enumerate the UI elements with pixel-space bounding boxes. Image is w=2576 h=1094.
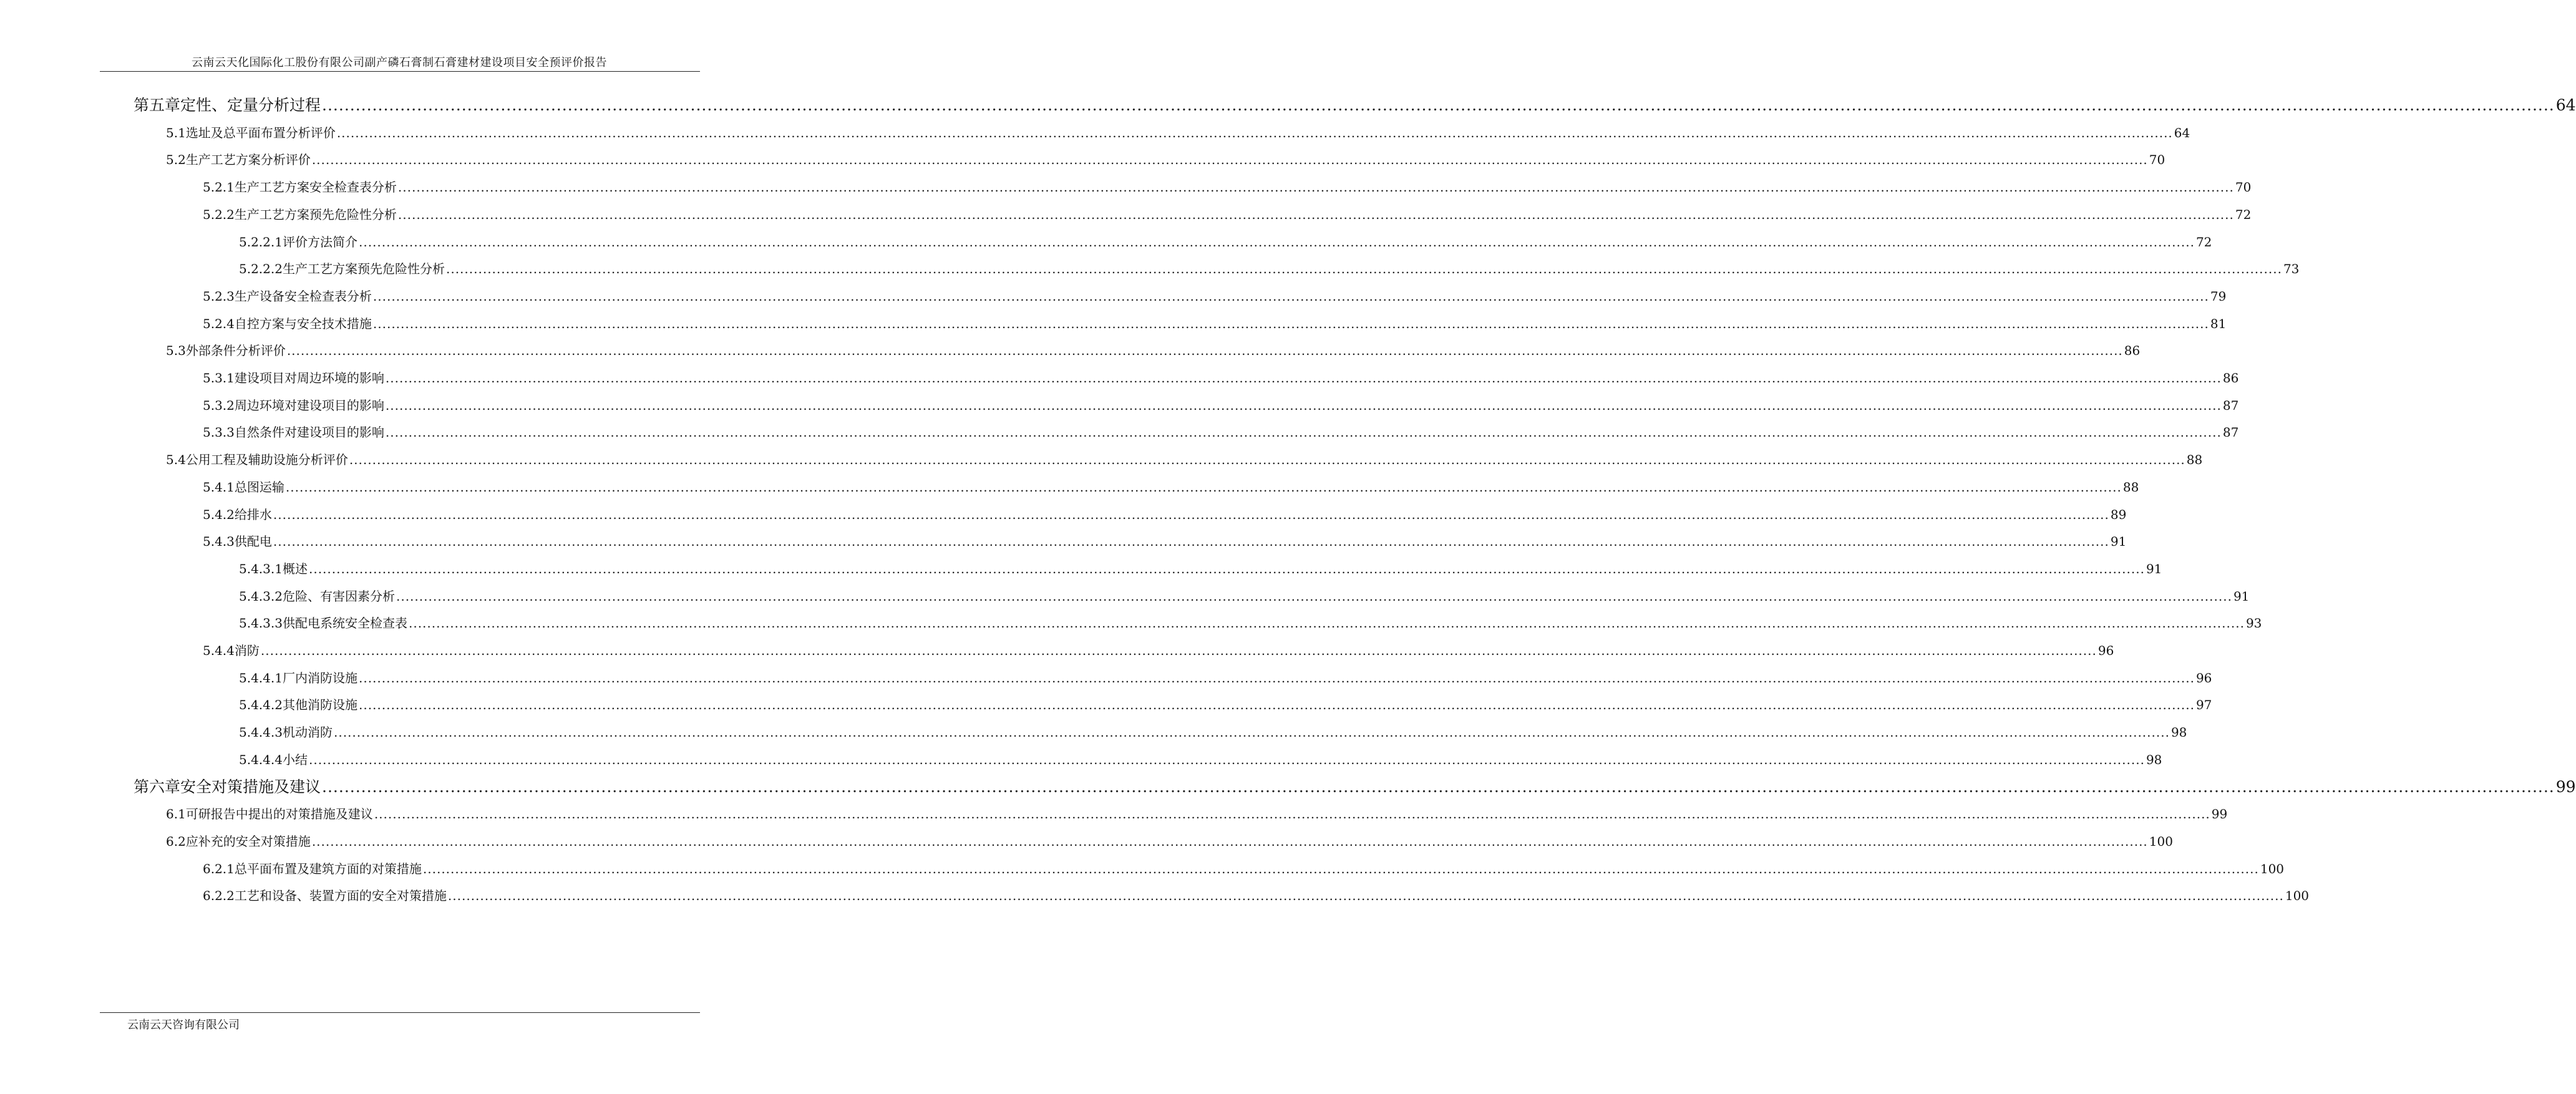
- toc-entry-number: 5.1: [166, 125, 186, 140]
- toc-leader-dots: ................................................................................................................................................................................................................................................................................................................................................................................................................: [322, 96, 2555, 114]
- toc-entry-title: 生产工艺方案预先危险性分析: [234, 206, 397, 222]
- toc-entry-title: 机动消防: [282, 725, 333, 740]
- toc-entry-number: 6.2.2: [203, 888, 235, 904]
- toc-entry[interactable]: [166, 150, 2165, 171]
- toc-entry-number: 6.1: [166, 806, 186, 822]
- toc-entry[interactable]: [134, 93, 2576, 114]
- toc-leader-dots: ................................................................................................................................................................................................................................................................................................................................................................................................................: [447, 888, 2284, 904]
- toc-entry-page: 72: [2235, 206, 2252, 222]
- toc-leader-dots: ................................................................................................................................................................................................................................................................................................................................................................................................................: [311, 152, 2148, 168]
- toc-leader-dots: ................................................................................................................................................................................................................................................................................................................................................................................................................: [336, 125, 2173, 140]
- toc-entry-number: 5.4.1: [203, 479, 235, 495]
- toc-entry-number: 5.4.4.4: [239, 752, 283, 767]
- toc-leader-dots: ................................................................................................................................................................................................................................................................................................................................................................................................................: [397, 206, 2234, 222]
- toc-entry-title: 可研报告中提出的对策措施及建议: [185, 806, 373, 822]
- toc-entry[interactable]: [239, 613, 2262, 634]
- toc-leader-dots: ................................................................................................................................................................................................................................................................................................................................................................................................................: [358, 670, 2195, 685]
- toc-leader-dots: ................................................................................................................................................................................................................................................................................................................................................................................................................: [408, 616, 2245, 631]
- toc-entry-number: 5.2.2.2: [239, 261, 283, 277]
- toc-entry-title: 自然条件对建设项目的影响: [234, 425, 384, 440]
- toc-entry-number: 6.2: [166, 833, 186, 849]
- toc-entry-number: 5.2.3: [203, 288, 235, 304]
- toc-entry[interactable]: [166, 831, 2173, 853]
- toc-entry-page: 98: [2146, 752, 2162, 767]
- toc-entry-number: 5.4: [166, 452, 186, 468]
- toc-entry-page: 98: [2170, 725, 2187, 740]
- toc-entry[interactable]: [203, 531, 2127, 553]
- toc-entry-title: 概述: [282, 561, 308, 576]
- toc-entry-page: 91: [2233, 588, 2250, 604]
- toc-entry-number: 5.4.3.1: [239, 561, 283, 576]
- toc-entry-page: 73: [2283, 261, 2300, 277]
- toc-leader-dots: ................................................................................................................................................................................................................................................................................................................................................................................................................: [311, 833, 2148, 849]
- toc-entry-page: 81: [2210, 316, 2227, 331]
- toc-entry-title: 自控方案与安全技术措施: [234, 316, 372, 331]
- toc-entry[interactable]: [203, 395, 2239, 417]
- toc-entry-title: 生产工艺方案安全检查表分析: [234, 180, 397, 195]
- toc-entry-page: 87: [2222, 425, 2239, 440]
- toc-entry-title: 总平面布置及建筑方面的对策措施: [234, 861, 422, 876]
- toc-entry-number: 5.2.1: [203, 180, 235, 195]
- toc-entry[interactable]: [203, 859, 2285, 880]
- toc-entry-number: 5.4.3.2: [239, 588, 283, 604]
- toc-entry-number: 5.4.4: [203, 643, 235, 658]
- toc-leader-dots: ................................................................................................................................................................................................................................................................................................................................................................................................................: [286, 343, 2123, 359]
- toc-entry[interactable]: [203, 177, 2252, 198]
- toc-leader-dots: ................................................................................................................................................................................................................................................................................................................................................................................................................: [308, 752, 2145, 767]
- footer-company: 云南云天咨询有限公司: [127, 1019, 240, 1032]
- toc-entry-title: 总图运输: [234, 479, 284, 495]
- toc-entry-title: 安全对策措施及建议: [180, 777, 321, 796]
- toc-entry[interactable]: [203, 641, 2114, 662]
- toc-entry-page: 99: [2555, 777, 2576, 796]
- toc-entry-title: 危险、有害因素分析: [282, 588, 395, 604]
- page-header-title: 云南云天化国际化工股份有限公司副产磷石膏制石膏建材建设项目安全预评价报告: [192, 56, 607, 69]
- toc-entry-page: 100: [2285, 888, 2310, 904]
- toc-leader-dots: ................................................................................................................................................................................................................................................................................................................................................................................................................: [385, 370, 2222, 385]
- toc-entry[interactable]: [203, 422, 2239, 443]
- toc-entry-number: 5.3.1: [203, 370, 235, 385]
- toc-entry[interactable]: [203, 286, 2227, 307]
- toc-entry[interactable]: [203, 505, 2127, 526]
- toc-entry-title: 供配电: [234, 534, 272, 549]
- toc-leader-dots: ................................................................................................................................................................................................................................................................................................................................................................................................................: [445, 261, 2282, 277]
- toc-entry[interactable]: [166, 123, 2190, 144]
- toc-entry-title: 小结: [282, 752, 308, 767]
- toc-leader-dots: ................................................................................................................................................................................................................................................................................................................................................................................................................: [260, 643, 2097, 658]
- toc-leader-dots: ................................................................................................................................................................................................................................................................................................................................................................................................................: [396, 588, 2232, 604]
- toc-entry[interactable]: [203, 477, 2139, 498]
- toc-entry-page: 91: [2110, 534, 2127, 549]
- toc-entry-page: 87: [2222, 397, 2239, 413]
- toc-leader-dots: ................................................................................................................................................................................................................................................................................................................................................................................................................: [397, 180, 2234, 195]
- toc-leader-dots: ................................................................................................................................................................................................................................................................................................................................................................................................................: [358, 234, 2195, 249]
- toc-entry[interactable]: [166, 341, 2141, 362]
- toc-entry[interactable]: [239, 750, 2162, 771]
- toc-leader-dots: ................................................................................................................................................................................................................................................................................................................................................................................................................: [273, 534, 2109, 549]
- toc-entry-number: 第六章: [134, 777, 181, 796]
- toc-entry-page: 100: [2260, 861, 2285, 876]
- toc-entry-number: 6.2.1: [203, 861, 235, 876]
- toc-entry-page: 91: [2146, 561, 2162, 576]
- toc-leader-dots: ................................................................................................................................................................................................................................................................................................................................................................................................................: [374, 806, 2210, 822]
- toc-leader-dots: ................................................................................................................................................................................................................................................................................................................................................................................................................: [349, 452, 2185, 468]
- toc-entry-number: 5.4.4.2: [239, 697, 283, 713]
- toc-entry[interactable]: [239, 722, 2187, 743]
- toc-entry-page: 96: [2097, 643, 2114, 658]
- toc-entry-number: 5.3: [166, 343, 186, 359]
- toc-entry-number: 5.2.2: [203, 206, 235, 222]
- toc-leader-dots: ................................................................................................................................................................................................................................................................................................................................................................................................................: [358, 697, 2195, 713]
- toc-entry-number: 5.3.2: [203, 397, 235, 413]
- toc-entry-number: 5.4.2: [203, 506, 235, 522]
- toc-entry-page: 70: [2149, 152, 2165, 168]
- toc-entry-page: 88: [2186, 452, 2203, 468]
- toc-entry-page: 86: [2222, 370, 2239, 385]
- toc-entry-page: 64: [2555, 96, 2576, 114]
- toc-entry-title: 消防: [234, 643, 260, 658]
- toc-leader-dots: ................................................................................................................................................................................................................................................................................................................................................................................................................: [308, 561, 2145, 576]
- toc-entry-number: 5.2.2.1: [239, 234, 283, 249]
- toc-leader-dots: ................................................................................................................................................................................................................................................................................................................................................................................................................: [333, 725, 2170, 740]
- toc-entry[interactable]: [239, 259, 2300, 280]
- toc-leader-dots: ................................................................................................................................................................................................................................................................................................................................................................................................................: [273, 506, 2109, 522]
- toc-entry-page: 93: [2245, 616, 2262, 631]
- toc-entry-number: 5.4.3.3: [239, 616, 283, 631]
- toc-entry-number: 第五章: [134, 96, 181, 114]
- toc-leader-dots: ................................................................................................................................................................................................................................................................................................................................................................................................................: [372, 288, 2209, 304]
- toc-entry-title: 工艺和设备、装置方面的安全对策措施: [234, 888, 447, 904]
- toc-entry-page: 86: [2124, 343, 2141, 359]
- toc-leader-dots: ................................................................................................................................................................................................................................................................................................................................................................................................................: [322, 777, 2555, 796]
- toc-entry[interactable]: [239, 668, 2212, 689]
- toc-entry-page: 96: [2195, 670, 2212, 685]
- toc-entry-title: 公用工程及辅助设施分析评价: [185, 452, 348, 468]
- toc-entry[interactable]: [239, 695, 2212, 716]
- toc-entry-number: 5.2.4: [203, 316, 235, 331]
- toc-entry[interactable]: [203, 314, 2227, 335]
- toc-entry-number: 5.2: [166, 152, 186, 168]
- toc-entry-page: 88: [2122, 479, 2139, 495]
- toc-entry-page: 89: [2110, 506, 2127, 522]
- toc-entry-page: 79: [2210, 288, 2227, 304]
- toc-leader-dots: ................................................................................................................................................................................................................................................................................................................................................................................................................: [422, 861, 2259, 876]
- toc-entry[interactable]: [239, 232, 2212, 253]
- toc-entry[interactable]: [239, 586, 2250, 608]
- toc-entry[interactable]: [166, 804, 2228, 825]
- toc-entry-page: 97: [2195, 697, 2212, 713]
- toc-entry-page: 64: [2174, 125, 2190, 140]
- toc-entry-number: 5.4.4.3: [239, 725, 283, 740]
- toc-leader-dots: ................................................................................................................................................................................................................................................................................................................................................................................................................: [285, 479, 2122, 495]
- toc-entry[interactable]: [203, 368, 2239, 389]
- toc-entry-page: 72: [2195, 234, 2212, 249]
- toc-leader-dots: ................................................................................................................................................................................................................................................................................................................................................................................................................: [385, 397, 2222, 413]
- toc-entry-title: 评价方法简介: [282, 234, 357, 249]
- toc-entry[interactable]: [203, 205, 2252, 226]
- toc-entry[interactable]: [166, 450, 2203, 471]
- toc-entry[interactable]: [203, 886, 2310, 907]
- toc-entry-title: 供配电系统安全检查表: [282, 616, 407, 631]
- toc-entry-title: 外部条件分析评价: [185, 343, 286, 359]
- header-divider: [100, 71, 700, 72]
- toc-leader-dots: ................................................................................................................................................................................................................................................................................................................................................................................................................: [372, 316, 2209, 331]
- toc-entry-page: 70: [2235, 180, 2252, 195]
- toc-entry-title: 应补充的安全对策措施: [185, 833, 311, 849]
- toc-entry-number: 5.4.4.1: [239, 670, 283, 685]
- toc-entry-title: 生产工艺方案预先危险性分析: [282, 261, 445, 277]
- toc-entry-title: 周边环境对建设项目的影响: [234, 397, 384, 413]
- toc-entry-title: 定性、定量分析过程: [180, 96, 321, 114]
- footer-divider: [100, 1012, 700, 1013]
- toc-entry-title: 选址及总平面布置分析评价: [185, 125, 336, 140]
- toc-entry[interactable]: [239, 559, 2162, 580]
- toc-leader-dots: ................................................................................................................................................................................................................................................................................................................................................................................................................: [385, 425, 2222, 440]
- toc-entry-number: 5.3.3: [203, 425, 235, 440]
- toc-entry-number: 5.4.3: [203, 534, 235, 549]
- toc-entry-page: 99: [2211, 806, 2228, 822]
- toc-entry-title: 给排水: [234, 506, 272, 522]
- toc-entry[interactable]: [134, 775, 2576, 796]
- toc-entry-title: 厂内消防设施: [282, 670, 357, 685]
- toc-entry-title: 生产设备安全检查表分析: [234, 288, 372, 304]
- toc-entry-page: 100: [2149, 833, 2173, 849]
- toc-entry-title: 生产工艺方案分析评价: [185, 152, 311, 168]
- toc-entry-title: 建设项目对周边环境的影响: [234, 370, 384, 385]
- toc-entry-title: 其他消防设施: [282, 697, 357, 713]
